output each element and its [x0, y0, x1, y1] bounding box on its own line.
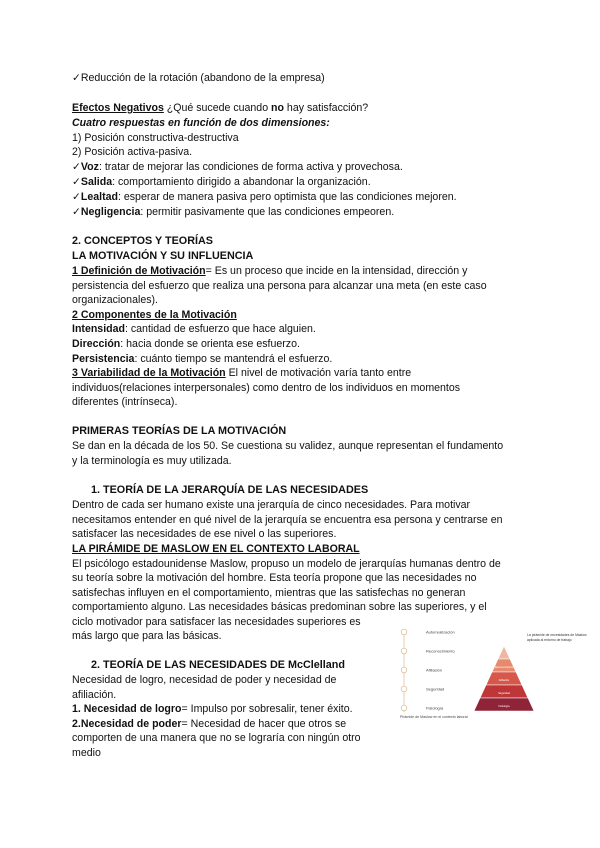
mcclelland-line-1: Necesidad de logro, necesidad de poder y necesidad de [72, 674, 337, 686]
primeras-teorias-line-2: y la terminología es muy utilizada. [72, 455, 232, 467]
variabilidad-line-3: diferentes (intrínseca). [72, 396, 178, 408]
pyramid-level-label: Seguridad [426, 686, 445, 692]
reduccion-rotacion-line: ✓Reducción de la rotación (abandono de la empresa) [72, 72, 325, 84]
poder-line-3: medio [72, 747, 101, 759]
piramide-line-1: El psicólogo estadounidense Maslow, propuso un modelo de jerarquías humanas dentro de [72, 558, 501, 570]
motivacion-influencia-heading: LA MOTIVACIÓN Y SU INFLUENCIA [72, 250, 254, 262]
figure-caption: Pirámide de Maslow en el contexto laboral [400, 715, 468, 719]
piramide-line-3: satisfechas influyen en el comportamiento, mientras que las satisfechas no generan [72, 587, 466, 599]
piramide-line-4: comportamiento alguno. Las necesidades básicas predominan sobre las superiores, y el [72, 601, 487, 613]
definicion-line-3: organizacionales). [72, 294, 158, 306]
teoria-mcclelland-heading: 2. TEORÍA DE LAS NECESIDADES DE McClelland [91, 659, 345, 671]
voz-item: ✓Voz: tratar de mejorar las condiciones de forma activa y provechosa. [72, 161, 403, 173]
pyramid-level-label: Fisiología [426, 705, 444, 711]
pyramid-level-label: Afiliación [426, 667, 443, 673]
piramide-line-2: su teoría sobre la motivación del hombre. Esta teoría propone que las necesidades no [72, 572, 477, 584]
figure-side-text: La pirámide de necesidades de Maslow aplicada al entorno de trabajo [527, 633, 587, 642]
maslow-pyramid-figure [396, 624, 536, 724]
teoria-jerarquia-heading: 1. TEORÍA DE LA JERARQUÍA DE LAS NECESIDADES [91, 484, 369, 496]
mcclelland-line-2: afiliación. [72, 689, 117, 701]
efectos-negativos-heading: Efectos Negativos [72, 102, 164, 114]
lealtad-item: ✓Lealtad: esperar de manera pasiva pero optimista que las condiciones mejoren. [72, 191, 457, 203]
pyramid-level-label: Reconocimiento [426, 648, 455, 654]
pyramid-level-label: Autorrealización [426, 629, 455, 635]
variabilidad-line-1: 3 Variabilidad de la Motivación El nivel de motivación varía tanto entre [72, 367, 412, 379]
poder-item: 2.Necesidad de poder= Necesidad de hacer que otros se [72, 718, 347, 730]
posicion-2: 2) Posición activa-pasiva. [72, 146, 193, 158]
intensidad-item: Intensidad: cantidad de esfuerzo que hace alguien. [72, 323, 316, 335]
primeras-teorias-heading: PRIMERAS TEORÍAS DE LA MOTIVACIÓN [72, 425, 287, 437]
jerarquia-line-3: satisfacer las necesidades de ese nivel o las superiores. [72, 528, 337, 540]
piramide-line-5: ciclo motivador para satisfacer las necesidades superiores es [72, 616, 361, 628]
level-marker-icon [401, 648, 407, 654]
definicion-line-2: persistencia del esfuerzo que realiza una persona para alcanzar una meta (en este caso [72, 280, 487, 292]
pyramid-layer-label: Fisiología [498, 705, 510, 708]
section-2-heading: 2. CONCEPTOS Y TEORÍAS [72, 235, 213, 247]
level-marker-icon [401, 629, 407, 635]
persistencia-item: Persistencia: cuánto tiempo se mantendrá el esfuerzo. [72, 353, 333, 365]
level-marker-icon [401, 667, 407, 673]
efectos-negativos-line: Efectos Negativos ¿Qué sucede cuando no hay satisfacción? [72, 102, 369, 114]
pyramid-layer-label: Reconocimiento [494, 666, 514, 669]
pyramid-layer-label: Seguridad [498, 692, 510, 695]
salida-item: ✓Salida: comportamiento dirigido a abandonar la organización. [72, 176, 371, 188]
piramide-line-6: más largo que para las básicas. [72, 630, 222, 642]
level-marker-icon [401, 686, 407, 692]
definicion-line-1: 1 Definición de Motivación= Es un proceso que incide en la intensidad, dirección y [72, 265, 468, 277]
posicion-1: 1) Posición constructiva-destructiva [72, 132, 239, 144]
jerarquia-line-1: Dentro de cada ser humano existe una jerarquía de cinco necesidades. Para motivar [72, 499, 471, 511]
primeras-teorias-line-1: Se dan en la década de los 50. Se cuestiona su validez, aunque representan el fundamento [72, 440, 504, 452]
componentes-heading: 2 Componentes de la Motivación [72, 309, 237, 321]
cuatro-respuestas-line: Cuatro respuestas en función de dos dimensiones: [72, 117, 330, 129]
pyramid-layer [498, 646, 510, 659]
level-marker-icon [401, 705, 407, 711]
poder-line-2: comporten de una manera que no se lograría con ningún otro [72, 732, 361, 744]
variabilidad-line-2: individuos(relaciones interpersonales) como dentro de los individuos en momentos [72, 382, 461, 394]
logro-item: 1. Necesidad de logro= Impulso por sobresalir, tener éxito. [72, 703, 353, 715]
negligencia-item: ✓Negligencia: permitir pasivamente que las condiciones empeoren. [72, 206, 395, 218]
pyramid-layer-label: Afiliación [498, 679, 510, 682]
jerarquia-line-2: necesitamos entender en qué nivel de la jerarquía se encuentra esa persona y centrarse en [72, 514, 503, 526]
piramide-heading: LA PIRÁMIDE DE MASLOW EN EL CONTEXTO LABORAL [72, 543, 360, 555]
direccion-item: Dirección: hacia donde se orienta ese esfuerzo. [72, 338, 300, 350]
